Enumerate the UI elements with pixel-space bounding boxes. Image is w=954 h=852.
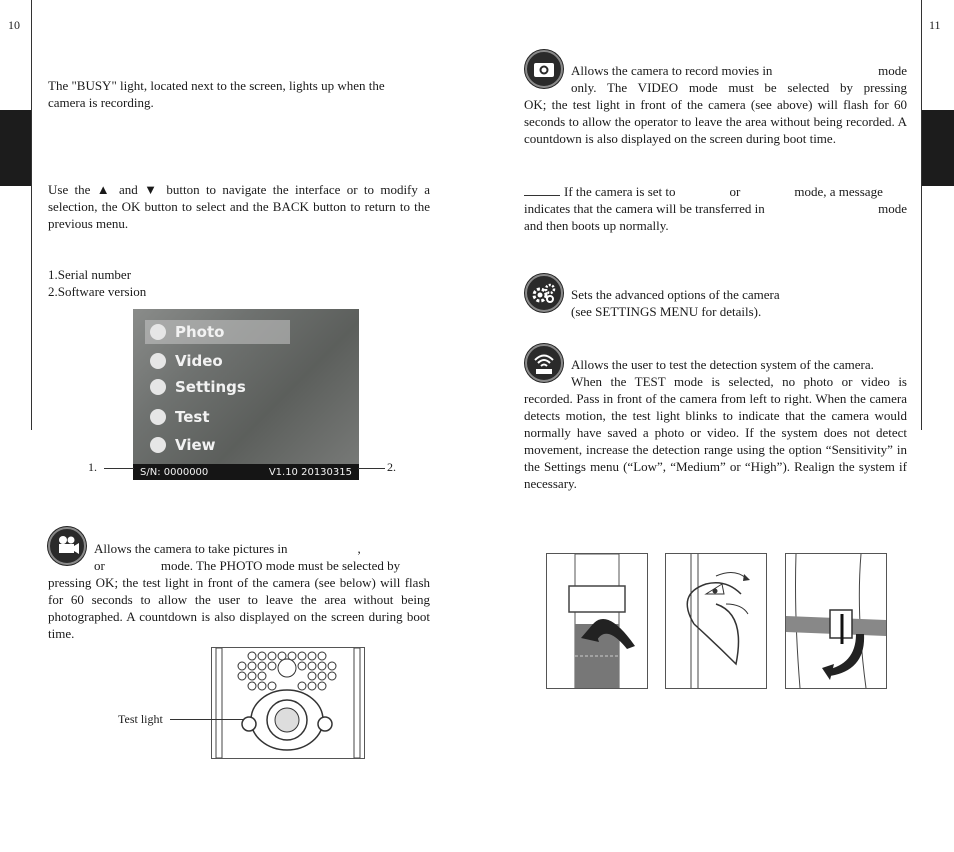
- gears-icon: [525, 274, 563, 312]
- note-line-2-text: indicates that the camera will be transferred in: [524, 201, 765, 216]
- menu-item-video[interactable]: [145, 349, 290, 373]
- settings-line-2: (see SETTINGS MENU for details).: [571, 304, 762, 319]
- test-light-image: [211, 647, 365, 759]
- camera-icon: [150, 324, 166, 340]
- test-line-2: When the TEST mode is selected, no photo or video is: [571, 374, 907, 389]
- camera-menu-screenshot: [133, 309, 359, 480]
- list-item: 2.Software version: [48, 284, 147, 299]
- navigation-paragraph: Use the ▲ and ▼ button to navigate the interface or to modify a selection, the OK button to select and the BACK button to return to the previous menu.: [48, 182, 430, 231]
- callout-1: 1.: [88, 460, 97, 474]
- settings-line-1: Sets the advanced options of the camera: [571, 287, 780, 302]
- note-line-2: [524, 200, 907, 217]
- signal-icon: [525, 344, 563, 382]
- video-line-1-mode: mode: [878, 63, 907, 78]
- note-line-1: [564, 183, 907, 200]
- photo-line-2-text: mode. The PHOTO mode must be selected by: [160, 558, 401, 573]
- right-margin-rule: [921, 0, 922, 430]
- note-line-1-text: If the camera is set to: [564, 184, 676, 199]
- test-paragraph: recorded. Pass in front of the camera from left to right. When the camera detects motion, the test light blinks to indicate that the camera would normally have saved a photo or video. If the system does not detect movement, increase the detection range using the option “Sensitivity” in the Settings menu (“Low”, “Medium” or “High”). Realign the system if necessary.: [524, 391, 907, 491]
- note-line-3: and then boots up normally.: [524, 218, 669, 233]
- test-light-label: Test light: [118, 712, 163, 726]
- video-line-1: [571, 62, 907, 79]
- page-number-right: 11: [929, 18, 941, 32]
- video-camera-icon: [150, 353, 166, 369]
- menu-item-test[interactable]: [145, 405, 290, 429]
- note-line-1-end: mode, a message: [794, 184, 883, 199]
- callout-2: 2.: [387, 460, 396, 474]
- photo-line-2-or: or: [94, 558, 105, 573]
- note-underline: [524, 195, 560, 196]
- strap-illustration-1: [546, 553, 648, 689]
- menu-status-bar: [133, 464, 359, 480]
- settings-text: [571, 286, 780, 320]
- list-item: 1.Serial number: [48, 267, 132, 282]
- menu-item-label: Video: [175, 351, 223, 370]
- page-number-left: 10: [8, 18, 20, 32]
- strap-illustration-3: [785, 553, 887, 689]
- serial-number: S/N: 0000000: [140, 466, 209, 478]
- photo-line-1-comma: ,: [357, 541, 361, 556]
- menu-item-view[interactable]: [145, 433, 290, 457]
- photo-line-1: [94, 540, 361, 557]
- test-light-pointer: [170, 719, 244, 720]
- callout-1-line: [104, 468, 134, 469]
- video-paragraph: OK; the test light in front of the camera (see above) will flash for 60 seconds to allow the operator to leave the area without being recorded. A countdown is also displayed on the screen during boot time.: [524, 97, 907, 146]
- busy-light-paragraph: The "BUSY" light, located next to the screen, lights up when the camera is recording.: [48, 78, 385, 110]
- menu-item-label: View: [175, 435, 216, 454]
- eye-icon: [150, 437, 166, 453]
- left-chapter-tab: [0, 110, 31, 186]
- photo-line-2: [94, 557, 430, 574]
- video-line-2: only. The VIDEO mode must be selected by pressing: [571, 80, 907, 95]
- strap-illustration-2: [665, 553, 767, 689]
- note-line-1-or: or: [729, 184, 741, 199]
- gears-icon: [150, 379, 166, 395]
- camera-icon: [525, 50, 563, 88]
- right-chapter-tab: [922, 110, 954, 186]
- menu-item-label: Test: [175, 407, 210, 426]
- left-margin-rule: [31, 0, 32, 430]
- photo-paragraph: pressing OK; the test light in front of the camera (see below) will flash for 60 seconds to allow the user to leave the area without being photographed. A countdown is also displayed on the screen during boot time.: [48, 575, 430, 641]
- video-camera-icon: [48, 527, 86, 565]
- menu-item-label: Settings: [175, 377, 246, 396]
- menu-item-photo[interactable]: [145, 320, 290, 344]
- photo-line-1-text: Allows the camera to take pictures in: [94, 541, 288, 556]
- signal-icon: [150, 409, 166, 425]
- info-list: [48, 266, 146, 300]
- test-line-1: Allows the user to test the detection system of the camera.: [571, 357, 874, 372]
- software-version: V1.10 20130315: [268, 466, 352, 478]
- callout-2-line: [358, 468, 385, 469]
- menu-item-label: Photo: [175, 322, 225, 341]
- note-line-2-mode: mode: [878, 201, 907, 216]
- video-line-1-text: Allows the camera to record movies in: [571, 63, 773, 78]
- menu-item-settings[interactable]: [145, 375, 290, 399]
